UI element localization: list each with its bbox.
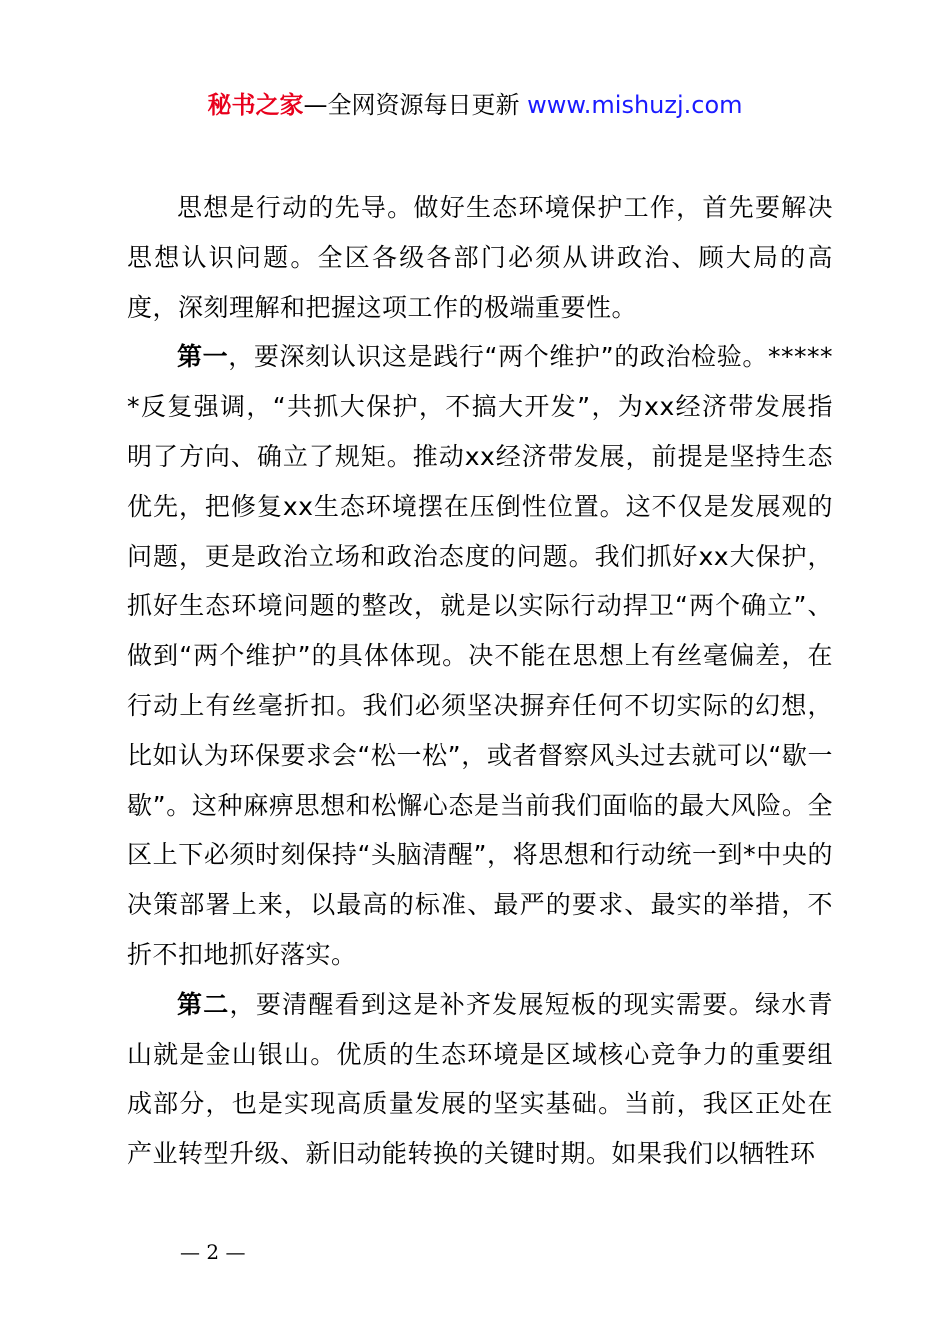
paragraph-text: ，要清醒看到这是补齐发展短板的现实需要。绿水青山就是金山银山。优质的生态环境是区域核心竞争力的重要组成部分，也是实现高质量发展的坚实基础。当前，我区正处在产业转型升级、新旧动能转换的关键时期。如果我们以牺牲环 — [127, 989, 833, 1169]
paragraph-lead: 第二 — [177, 989, 230, 1019]
paragraph-second — [127, 980, 833, 1179]
paragraph-intro — [127, 183, 833, 332]
site-url-link[interactable]: www.mishuzj.com — [527, 91, 743, 119]
page-number: — 2 — — [180, 1240, 246, 1264]
paragraph-first — [127, 332, 833, 979]
brand-name: 秘书之家 — [207, 91, 304, 119]
header-tagline: —全网资源每日更新 — [303, 91, 528, 119]
paragraph-text: 思想是行动的先导。做好生态环境保护工作，首先要解决思想认识问题。全区各级各部门必须从讲政治、顾大局的高度，深刻理解和把握这项工作的极端重要性。 — [127, 193, 833, 322]
paragraph-lead: 第一 — [177, 342, 229, 372]
document-body — [127, 183, 833, 1179]
site-header — [0, 88, 950, 122]
paragraph-text: ，要深刻认识这是践行“两个维护”的政治检验。******反复强调，“共抓大保护，不搞大开发”，为xx经济带发展指明了方向、确立了规矩。推动xx经济带发展，前提是坚持生态优先，把修复xx生态环境摆在压倒性位置。这不仅是发展观的问题，更是政治立场和政治态度的问题。我们抓好xx大保护，抓好生态环境问题的整改，就是以实际行动捍卫“两个确立”、做到“两个维护”的具体体现。决不能在思想上有丝毫偏差，在行动上有丝毫折扣。我们必须坚决摒弃任何不切实际的幻想，比如认为环保要求会“松一松”，或者督察风头过去就可以“歇一歇”。这种麻痹思想和松懈心态是当前我们面临的最大风险。全区上下必须时刻保持“头脑清醒”，将思想和行动统一到*中央的决策部署上来，以最高的标准、最严的要求、最实的举措，不折不扣地抓好落实。 — [127, 342, 833, 969]
